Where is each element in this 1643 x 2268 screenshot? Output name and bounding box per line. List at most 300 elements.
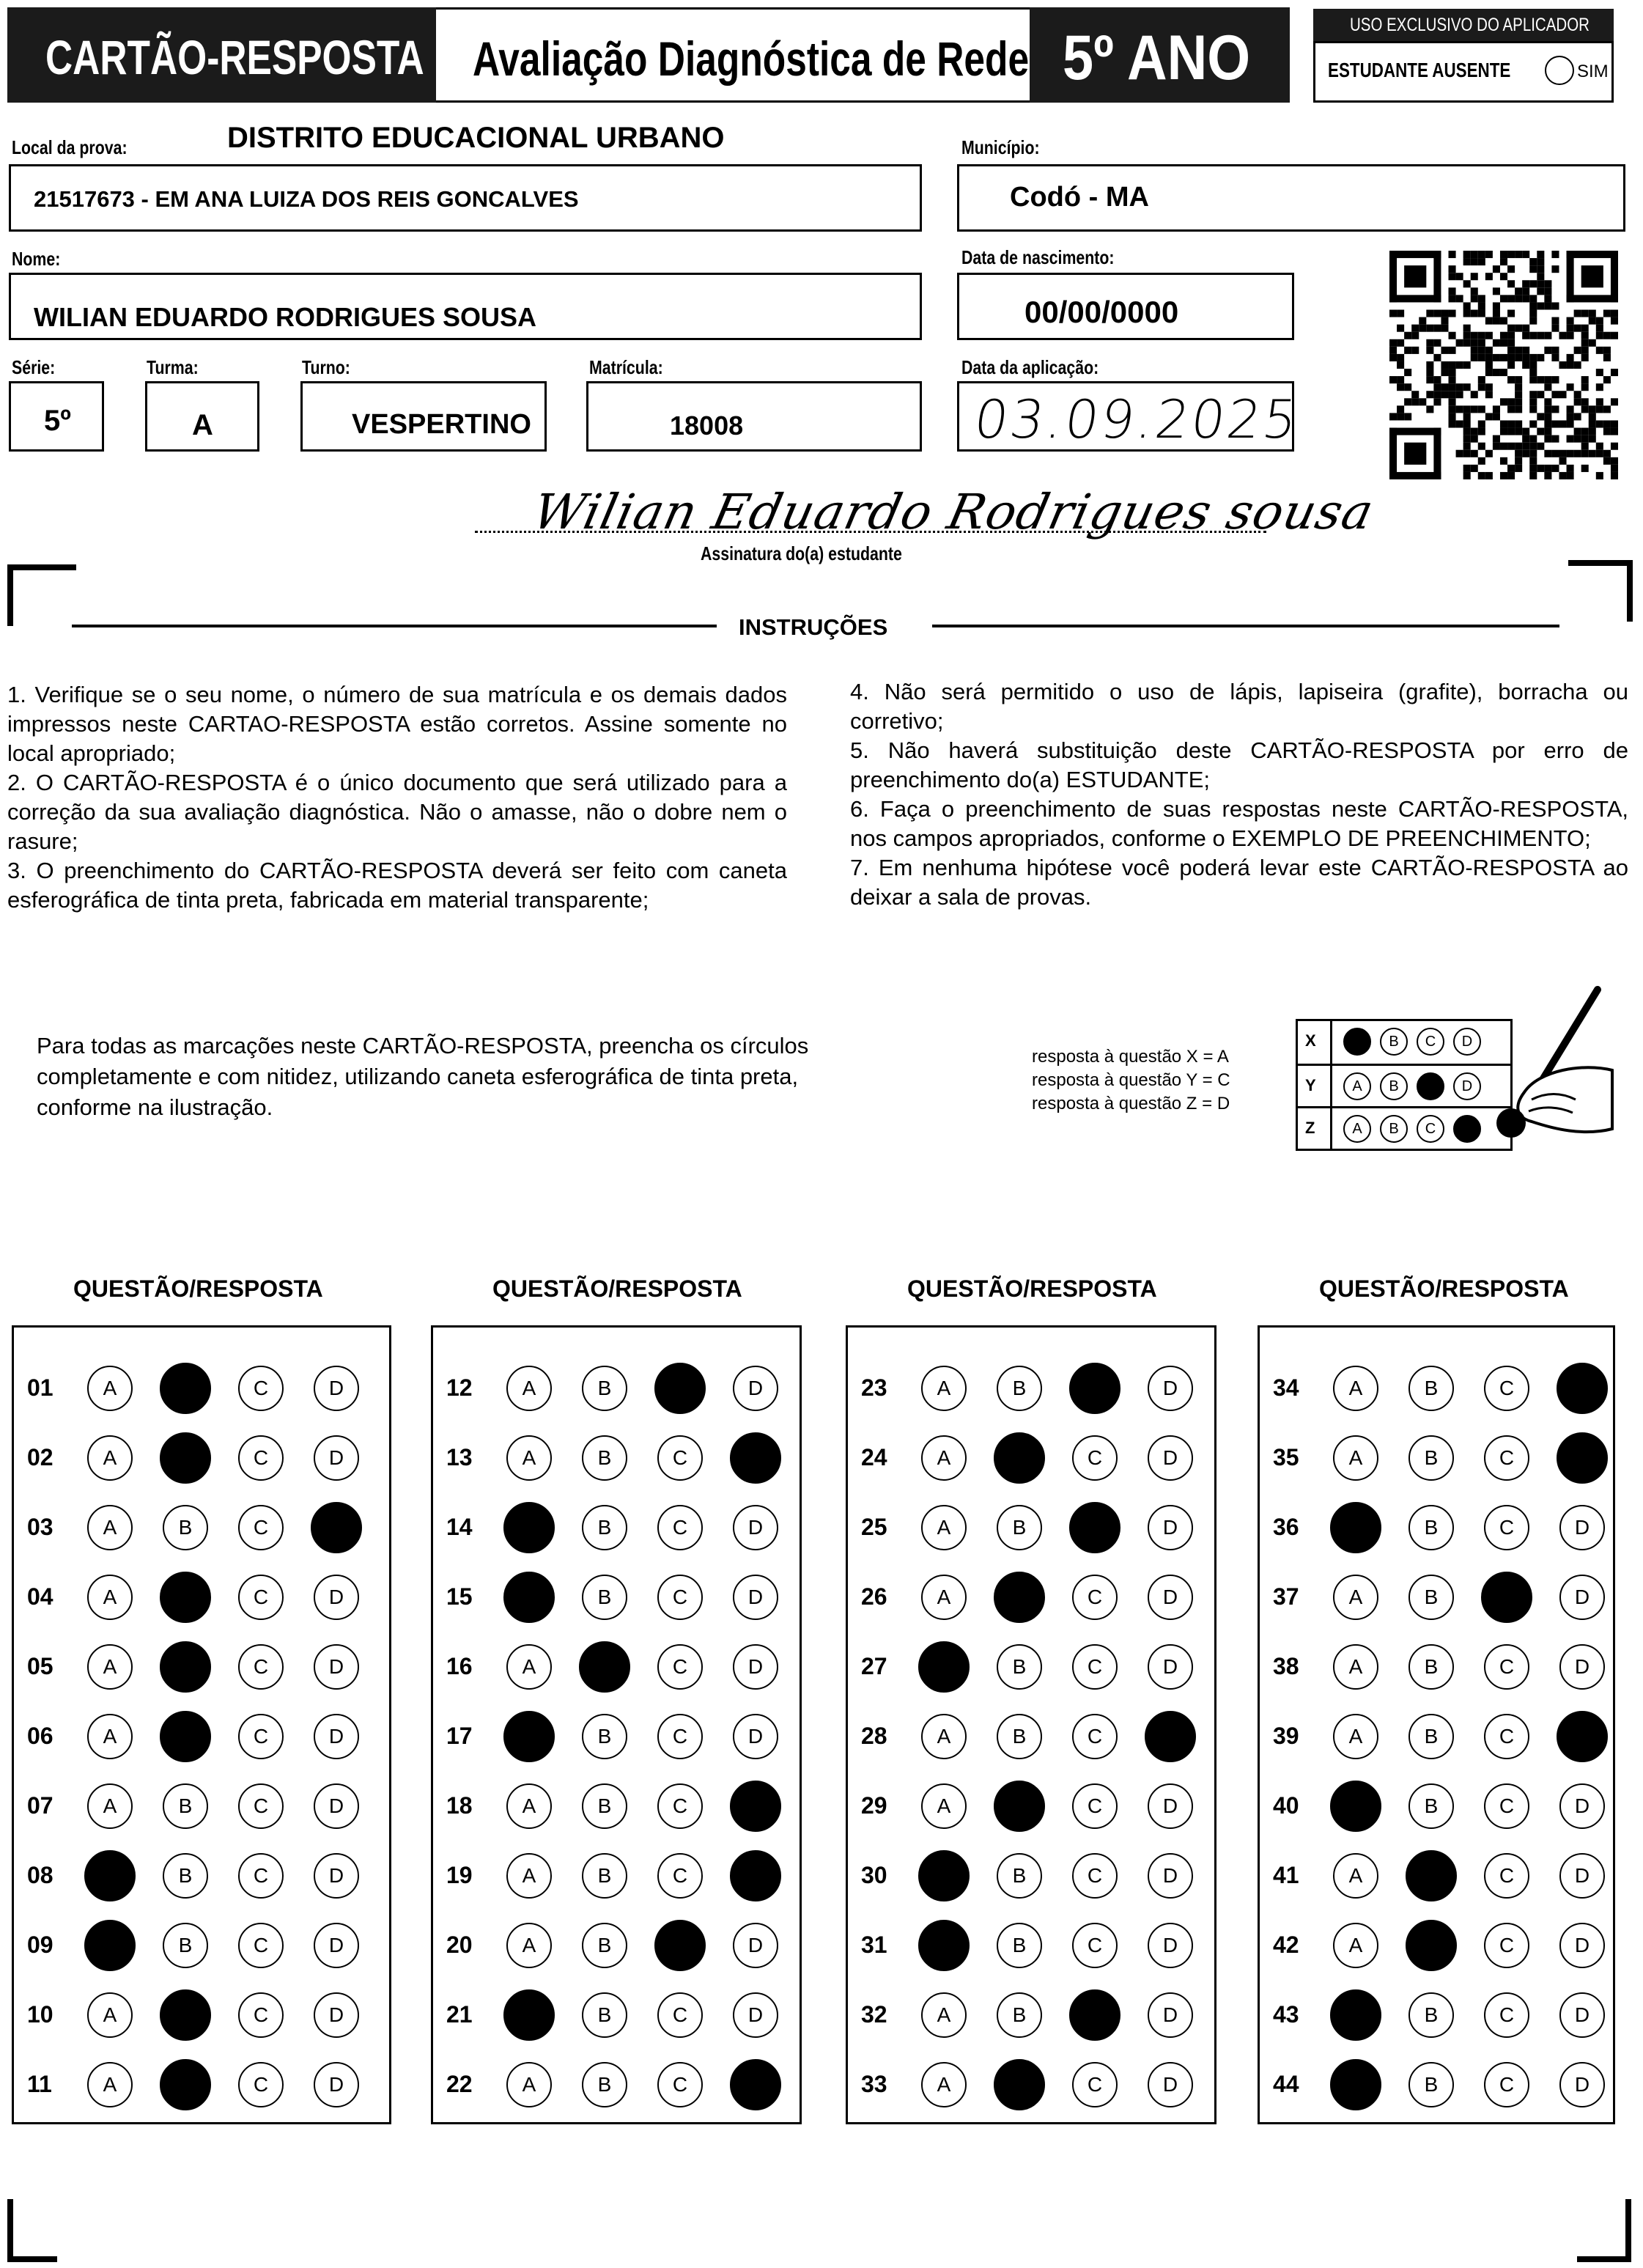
birth-label: Data de nascimento: (961, 246, 1115, 268)
question-row (433, 2062, 800, 2106)
question-number: 13 (446, 1444, 473, 1470)
answer-bubble-b[interactable]: B (1408, 1505, 1454, 1550)
example-legend-1: resposta à questão X = A (1032, 1047, 1229, 1067)
answer-bubble-a[interactable]: A (1333, 1714, 1378, 1759)
answer-bubble-d[interactable]: D (1559, 1575, 1605, 1620)
example-bubble-b: B (1380, 1072, 1408, 1100)
answer-bubble-c[interactable]: C (1072, 2062, 1118, 2107)
question-number: 32 (861, 2001, 887, 2028)
answer-column (1258, 1325, 1615, 2124)
answer-bubble-c[interactable]: C (657, 1435, 703, 1481)
answer-bubble-c[interactable]: C (1072, 1714, 1118, 1759)
answer-bubble-b[interactable]: B (582, 1714, 627, 1759)
answer-bubble-b[interactable]: B (163, 1853, 208, 1899)
answer-bubble-c[interactable]: C (1072, 1853, 1118, 1899)
municipality-value: Codó - MA (1010, 182, 1149, 213)
answer-column (431, 1325, 802, 2124)
answer-bubble-b[interactable]: B (997, 1505, 1042, 1550)
answer-bubble-b[interactable]: B (582, 1575, 627, 1620)
question-number: 28 (861, 1723, 887, 1749)
application-date: 03.09.2025 (970, 389, 1304, 450)
answer-bubble-a[interactable]: A (1333, 1853, 1378, 1899)
answer-bubble-a[interactable] (1330, 1502, 1381, 1553)
answer-bubble-c[interactable]: C (238, 1644, 284, 1690)
answer-bubble-d[interactable]: D (314, 1575, 359, 1620)
answer-bubble-d[interactable]: D (733, 1714, 778, 1759)
answer-bubble-d[interactable]: D (314, 2062, 359, 2107)
question-row (433, 1435, 800, 1479)
answer-bubble-b[interactable]: B (1408, 1575, 1454, 1620)
answer-bubble-b[interactable]: B (582, 1992, 627, 2038)
question-row (848, 1366, 1214, 1410)
answer-bubble-b[interactable]: B (1408, 1366, 1454, 1411)
question-row (14, 1644, 389, 1688)
answer-bubble-b[interactable] (994, 1432, 1045, 1484)
answer-bubble-a[interactable]: A (506, 1923, 552, 1968)
answer-bubble-a[interactable] (1330, 1989, 1381, 2041)
answer-bubble-a[interactable]: A (1333, 1435, 1378, 1481)
answer-bubble-b[interactable]: B (163, 1505, 208, 1550)
answer-bubble-a[interactable]: A (87, 1783, 133, 1829)
grade-title: 5º ANO (1063, 23, 1251, 93)
question-number: 42 (1273, 1932, 1299, 1958)
question-number: 24 (861, 1444, 887, 1470)
example-legend-3: resposta à questão Z = D (1032, 1094, 1230, 1113)
answer-bubble-d[interactable]: D (1148, 1575, 1193, 1620)
applicator-label: USO EXCLUSIVO DO APLICADOR (1350, 15, 1590, 35)
question-row (848, 1505, 1214, 1549)
answer-bubble-a[interactable]: A (87, 1575, 133, 1620)
answer-bubble-d[interactable]: D (314, 1923, 359, 1968)
answer-bubble-c[interactable]: C (238, 1505, 284, 1550)
answer-bubble-d[interactable]: D (1559, 1644, 1605, 1690)
exam-location-label: Local da prova: (12, 136, 128, 158)
answer-bubble-a[interactable]: A (87, 1366, 133, 1411)
question-row (14, 1435, 389, 1479)
answer-bubble-a[interactable]: A (87, 1435, 133, 1481)
answer-bubble-a[interactable]: A (921, 1366, 967, 1411)
example-row-separator (1330, 1066, 1332, 1108)
answer-bubble-c[interactable]: C (1072, 1435, 1118, 1481)
answer-bubble-c[interactable]: C (238, 1783, 284, 1829)
instructions-right: 4. Não será permitido o uso de lápis, lapiseira (grafite), borracha ou corretivo; 5. Não haverá substituição deste CARTÃO-RESPOSTA por erro de preenchimento do(a) ESTUDANTE; 6. Faça o preenchimento de suas respostas neste CARTÃO-RESPOSTA, nos campos apropriados, conforme o EXEMPLO DE PREENCHIMENTO; 7. Em nenhuma hipótese você poderá levar este CARTÃO-RESPOSTA ao deixar a sala de provas. (850, 679, 1628, 910)
answer-bubble-b[interactable] (994, 1572, 1045, 1623)
answer-bubble-b[interactable] (994, 1781, 1045, 1832)
instructions-left: 1. Verifique se o seu nome, o número de sua matrícula e os demais dados impressos neste CARTAO-RESPOSTA estão corretos. Assine somente no local apropriado; 2. O CARTÃO-RESPOSTA é o único documento que será utilizado para a correção da sua avaliação diagnóstica. Não o amasse, não o dobre nem o rasure; 3. O preenchimento do CARTÃO-RESPOSTA deverá ser feito com caneta esferográfica de tinta preta, fabricada em material transparente; (7, 682, 787, 913)
answer-bubble-b[interactable]: B (582, 1923, 627, 1968)
question-row (14, 2062, 389, 2106)
answer-bubble-d[interactable] (1557, 1432, 1608, 1484)
answer-bubble-a[interactable]: A (921, 1783, 967, 1829)
question-row (1260, 1366, 1613, 1410)
answer-bubble-a[interactable] (84, 1850, 136, 1901)
example-bubble-a: A (1343, 1072, 1371, 1100)
answer-bubble-b[interactable]: B (582, 1783, 627, 1829)
question-row (848, 1783, 1214, 1827)
question-number: 09 (27, 1932, 53, 1958)
answer-bubble-c[interactable] (1481, 1572, 1532, 1623)
answer-bubble-d[interactable]: D (314, 1783, 359, 1829)
birth-value: 00/00/0000 (1024, 295, 1179, 329)
answer-bubble-d[interactable]: D (733, 1575, 778, 1620)
answer-bubble-a[interactable]: A (1333, 1575, 1378, 1620)
answer-bubble-c[interactable]: C (1072, 1575, 1118, 1620)
answer-bubble-c[interactable]: C (1484, 1992, 1529, 2038)
question-row (14, 1505, 389, 1549)
answer-bubble-a[interactable]: A (87, 1992, 133, 2038)
question-number: 38 (1273, 1653, 1299, 1679)
question-number: 16 (446, 1653, 473, 1679)
question-row (1260, 1923, 1613, 1967)
municipality-label: Município: (961, 136, 1040, 158)
absent-option: SIM (1577, 62, 1609, 81)
answer-bubble-b[interactable] (1406, 1850, 1457, 1901)
answer-bubble-d[interactable] (730, 2059, 781, 2110)
answer-bubble-d[interactable]: D (1559, 1923, 1605, 1968)
answer-bubble-d[interactable] (1557, 1711, 1608, 1762)
answer-bubble-d[interactable]: D (314, 1644, 359, 1690)
example-bubble-a: A (1343, 1115, 1371, 1143)
enrollment-value: 18008 (670, 410, 744, 441)
example-bubble-a (1343, 1028, 1371, 1056)
answer-bubble-d[interactable]: D (733, 1992, 778, 2038)
answer-bubble-c[interactable] (1069, 1989, 1120, 2041)
question-number: 01 (27, 1374, 53, 1401)
answer-bubble-b[interactable]: B (997, 1644, 1042, 1690)
answer-bubble-d[interactable]: D (733, 1505, 778, 1550)
question-number: 06 (27, 1723, 53, 1749)
example-row-label: X (1305, 1031, 1316, 1050)
answer-column (12, 1325, 391, 2124)
answer-bubble-a[interactable]: A (921, 1435, 967, 1481)
question-row (1260, 1714, 1613, 1758)
answer-bubble-b[interactable]: B (1408, 1714, 1454, 1759)
answer-bubble-a[interactable]: A (921, 1575, 967, 1620)
question-number: 36 (1273, 1514, 1299, 1540)
answer-bubble-b[interactable] (160, 1432, 211, 1484)
answer-bubble-b[interactable] (1406, 1920, 1457, 1971)
answer-bubble-b[interactable] (994, 2059, 1045, 2110)
answer-bubble-b[interactable]: B (997, 1714, 1042, 1759)
corner-mark-bl (7, 2199, 57, 2262)
answer-bubble-c[interactable]: C (657, 1783, 703, 1829)
answer-bubble-d[interactable]: D (1148, 1783, 1193, 1829)
question-row (14, 1992, 389, 2036)
answer-bubble-a[interactable] (1330, 1781, 1381, 1832)
answer-bubble-b[interactable]: B (1408, 1435, 1454, 1481)
answer-bubble-c[interactable]: C (657, 1853, 703, 1899)
answer-bubble-d[interactable]: D (1559, 1783, 1605, 1829)
column-header: QUESTÃO/RESPOSTA (907, 1275, 1157, 1302)
question-number: 05 (27, 1653, 53, 1679)
answer-bubble-c[interactable]: C (238, 1435, 284, 1481)
answer-bubble-c[interactable]: C (657, 1714, 703, 1759)
answer-bubble-c[interactable]: C (238, 1923, 284, 1968)
question-row (433, 1853, 800, 1897)
answer-bubble-a[interactable]: A (87, 1505, 133, 1550)
answer-bubble-d[interactable]: D (1148, 1923, 1193, 1968)
answer-bubble-d[interactable]: D (314, 1992, 359, 2038)
answer-bubble-d[interactable]: D (314, 1366, 359, 1411)
question-row (1260, 2062, 1613, 2106)
question-row (14, 1714, 389, 1758)
answer-bubble-b[interactable] (160, 1363, 211, 1414)
question-row (14, 1575, 389, 1619)
question-number: 29 (861, 1792, 887, 1819)
corner-mark-br (1577, 2199, 1631, 2262)
example-bubble-c (1417, 1072, 1444, 1100)
answer-bubble-a[interactable]: A (506, 1644, 552, 1690)
answer-bubble-a[interactable]: A (506, 1435, 552, 1481)
column-header: QUESTÃO/RESPOSTA (492, 1275, 742, 1302)
question-number: 27 (861, 1653, 887, 1679)
question-row (848, 1435, 1214, 1479)
answer-bubble-c[interactable]: C (1484, 1644, 1529, 1690)
question-number: 43 (1273, 2001, 1299, 2028)
answer-bubble-a[interactable]: A (1333, 1923, 1378, 1968)
card-title: CARTÃO-RESPOSTA (45, 30, 424, 84)
answer-bubble-d[interactable]: D (314, 1714, 359, 1759)
answer-bubble-d[interactable]: D (733, 1644, 778, 1690)
answer-bubble-d[interactable] (730, 1781, 781, 1832)
question-number: 23 (861, 1374, 887, 1401)
column-header: QUESTÃO/RESPOSTA (73, 1275, 323, 1302)
question-number: 33 (861, 2071, 887, 2097)
signature-handwritten: Wilian Eduardo Rodrigues sousa (528, 484, 1379, 540)
example-bubble-b: B (1380, 1115, 1408, 1143)
question-row (848, 1923, 1214, 1967)
answer-bubble-d[interactable] (730, 1432, 781, 1484)
answer-bubble-c[interactable]: C (238, 2062, 284, 2107)
answer-bubble-b[interactable] (579, 1641, 630, 1693)
answer-bubble-c[interactable]: C (238, 1575, 284, 1620)
answer-bubble-c[interactable]: C (1484, 1366, 1529, 1411)
answer-bubble-b[interactable]: B (163, 1783, 208, 1829)
example-row-separator (1330, 1021, 1332, 1064)
answer-bubble-c[interactable]: C (238, 1714, 284, 1759)
answer-bubble-b[interactable]: B (582, 1505, 627, 1550)
answer-bubble-a[interactable]: A (1333, 1366, 1378, 1411)
question-number: 40 (1273, 1792, 1299, 1819)
question-row (848, 1853, 1214, 1897)
answer-bubble-c[interactable]: C (238, 1853, 284, 1899)
question-row (433, 1783, 800, 1827)
question-row (14, 1853, 389, 1897)
answer-bubble-a[interactable]: A (87, 2062, 133, 2107)
answer-bubble-c[interactable]: C (1484, 1783, 1529, 1829)
shift-value: VESPERTINO (352, 409, 531, 440)
answer-bubble-c[interactable]: C (238, 1366, 284, 1411)
answer-bubble-a[interactable] (84, 1920, 136, 1971)
answer-bubble-c[interactable]: C (657, 1992, 703, 2038)
answer-column (846, 1325, 1216, 2124)
answer-bubble-d[interactable]: D (314, 1853, 359, 1899)
answer-bubble-c[interactable]: C (657, 1644, 703, 1690)
answer-bubble-b[interactable]: B (997, 1992, 1042, 2038)
answer-bubble-b[interactable]: B (1408, 2062, 1454, 2107)
application-label: Data da aplicação: (961, 356, 1099, 378)
answer-bubble-a[interactable] (918, 1920, 970, 1971)
answer-bubble-a[interactable]: A (1333, 1644, 1378, 1690)
question-number: 21 (446, 2001, 473, 2028)
answer-bubble-b[interactable] (160, 1641, 211, 1693)
answer-bubble-d[interactable]: D (1148, 1435, 1193, 1481)
answer-bubble-d[interactable] (730, 1850, 781, 1901)
question-number: 41 (1273, 1862, 1299, 1888)
answer-bubble-c[interactable] (654, 1920, 706, 1971)
column-header: QUESTÃO/RESPOSTA (1319, 1275, 1569, 1302)
answer-bubble-a[interactable]: A (506, 1783, 552, 1829)
answer-bubble-c[interactable] (1069, 1363, 1120, 1414)
question-row (433, 1366, 800, 1410)
question-number: 35 (1273, 1444, 1299, 1470)
answer-bubble-b[interactable] (160, 1989, 211, 2041)
question-row (14, 1923, 389, 1967)
example-row-separator (1330, 1108, 1332, 1151)
answer-bubble-c[interactable]: C (1484, 1853, 1529, 1899)
example-bubble-c: C (1417, 1028, 1444, 1056)
answer-bubble-d[interactable]: D (1148, 2062, 1193, 2107)
question-row (848, 1992, 1214, 2036)
series-value: 5º (44, 405, 71, 437)
answer-bubble-b[interactable]: B (582, 1366, 627, 1411)
question-row (848, 2062, 1214, 2106)
answer-bubble-b[interactable]: B (997, 1853, 1042, 1899)
question-row (1260, 1853, 1613, 1897)
answer-bubble-b[interactable]: B (1408, 1783, 1454, 1829)
example-bubble-b: B (1380, 1028, 1408, 1056)
answer-bubble-d[interactable] (1557, 1363, 1608, 1414)
question-row (848, 1644, 1214, 1688)
question-row (1260, 1505, 1613, 1549)
question-row (1260, 1992, 1613, 2036)
answer-bubble-a[interactable]: A (921, 2062, 967, 2107)
answer-bubble-c[interactable]: C (1484, 2062, 1529, 2107)
instructions-title: INSTRUÇÕES (739, 614, 888, 640)
class-label: Turma: (147, 356, 199, 378)
answer-bubble-d[interactable]: D (1148, 1644, 1193, 1690)
answer-bubble-c[interactable]: C (1072, 1644, 1118, 1690)
answer-bubble-c[interactable]: C (657, 1505, 703, 1550)
answer-bubble-a[interactable]: A (87, 1644, 133, 1690)
question-row (1260, 1644, 1613, 1688)
answer-bubble-c[interactable]: C (1072, 1923, 1118, 1968)
answer-bubble-d[interactable]: D (1559, 1853, 1605, 1899)
question-number: 26 (861, 1583, 887, 1610)
answer-bubble-c[interactable]: C (657, 2062, 703, 2107)
answer-bubble-d[interactable] (1145, 1711, 1196, 1762)
answer-bubble-a[interactable]: A (921, 1992, 967, 2038)
question-number: 31 (861, 1932, 887, 1958)
answer-bubble-b[interactable]: B (1408, 1992, 1454, 2038)
instructions-rule-left (72, 625, 717, 627)
answer-bubble-a[interactable] (918, 1641, 970, 1693)
answer-bubble-d[interactable]: D (1559, 1992, 1605, 2038)
question-row (433, 1923, 800, 1967)
answer-bubble-d[interactable]: D (733, 1923, 778, 1968)
answer-bubble-a[interactable] (918, 1850, 970, 1901)
question-number: 11 (27, 2071, 52, 2097)
answer-bubble-d[interactable]: D (314, 1435, 359, 1481)
question-row (433, 1644, 800, 1688)
answer-bubble-c[interactable]: C (1484, 1435, 1529, 1481)
question-number: 02 (27, 1444, 53, 1470)
answer-bubble-a[interactable]: A (506, 1366, 552, 1411)
answer-bubble-b[interactable]: B (997, 1923, 1042, 1968)
absent-checkbox[interactable] (1545, 56, 1574, 85)
question-number: 14 (446, 1514, 473, 1540)
answer-bubble-b[interactable]: B (582, 1435, 627, 1481)
answer-bubble-b[interactable] (160, 1572, 211, 1623)
question-number: 18 (446, 1792, 473, 1819)
question-number: 22 (446, 2071, 473, 2097)
answer-bubble-a[interactable]: A (506, 1853, 552, 1899)
answer-bubble-b[interactable]: B (163, 1923, 208, 1968)
answer-bubble-d[interactable]: D (1559, 1505, 1605, 1550)
answer-bubble-a[interactable]: A (921, 1505, 967, 1550)
answer-bubble-d[interactable]: D (1148, 1505, 1193, 1550)
answer-bubble-c[interactable]: C (1484, 1714, 1529, 1759)
answer-bubble-d[interactable]: D (733, 1366, 778, 1411)
answer-bubble-a[interactable] (503, 1711, 555, 1762)
name-label: Nome: (12, 248, 61, 270)
answer-bubble-b[interactable] (160, 2059, 211, 2110)
answer-bubble-b[interactable]: B (1408, 1644, 1454, 1690)
answer-bubble-c[interactable]: C (657, 1575, 703, 1620)
answer-bubble-c[interactable]: C (1072, 1783, 1118, 1829)
answer-bubble-b[interactable]: B (582, 2062, 627, 2107)
question-number: 03 (27, 1514, 53, 1540)
answer-bubble-c[interactable]: C (238, 1992, 284, 2038)
answer-bubble-a[interactable]: A (921, 1714, 967, 1759)
example-text: Para todas as marcações neste CARTÃO-RESPOSTA, preencha os círculos completamente e com nitidez, utilizando caneta esferográfica de tinta preta, conforme na ilustração. (37, 1033, 809, 1120)
question-number: 39 (1273, 1723, 1299, 1749)
answer-bubble-b[interactable] (160, 1711, 211, 1762)
answer-bubble-b[interactable]: B (582, 1853, 627, 1899)
question-row (433, 1992, 800, 2036)
example-bubble-c: C (1417, 1115, 1444, 1143)
question-number: 12 (446, 1374, 473, 1401)
answer-bubble-a[interactable]: A (506, 2062, 552, 2107)
answer-bubble-c[interactable]: C (1484, 1923, 1529, 1968)
answer-bubble-a[interactable] (503, 1572, 555, 1623)
question-number: 44 (1273, 2071, 1299, 2097)
answer-bubble-d[interactable] (311, 1502, 362, 1553)
answer-bubble-d[interactable]: D (1148, 1992, 1193, 2038)
enrollment-label: Matrícula: (589, 356, 663, 378)
answer-bubble-d[interactable]: D (1148, 1366, 1193, 1411)
enrollment-field (586, 381, 922, 452)
question-row (433, 1575, 800, 1619)
answer-bubble-a[interactable] (503, 1989, 555, 2041)
answer-bubble-d[interactable]: D (1559, 2062, 1605, 2107)
example-bubble-d: D (1453, 1072, 1481, 1100)
question-number: 08 (27, 1862, 53, 1888)
question-row (848, 1575, 1214, 1619)
question-number: 04 (27, 1583, 53, 1610)
answer-bubble-a[interactable] (1330, 2059, 1381, 2110)
question-number: 10 (27, 2001, 53, 2028)
answer-bubble-a[interactable] (503, 1502, 555, 1553)
answer-bubble-d[interactable]: D (1148, 1853, 1193, 1899)
question-number: 17 (446, 1723, 473, 1749)
answer-bubble-b[interactable]: B (997, 1366, 1042, 1411)
answer-bubble-c[interactable] (654, 1363, 706, 1414)
answer-bubble-c[interactable]: C (1484, 1505, 1529, 1550)
question-row (1260, 1435, 1613, 1479)
answer-bubble-a[interactable]: A (87, 1714, 133, 1759)
answer-bubble-c[interactable] (1069, 1502, 1120, 1553)
